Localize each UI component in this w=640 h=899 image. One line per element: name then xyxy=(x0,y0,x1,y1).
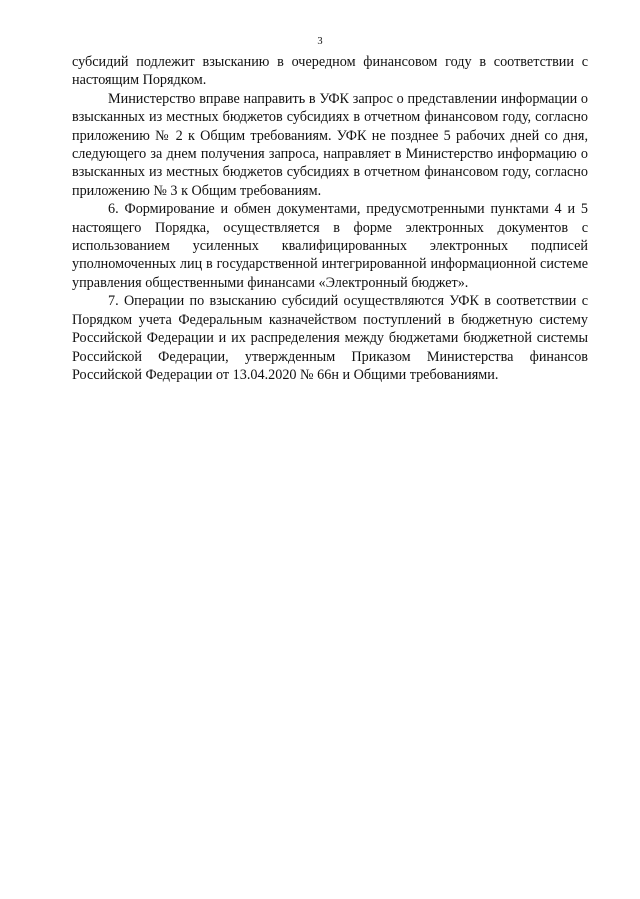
paragraph-item-7: 7. Операции по взысканию субсидий осуществляются УФК в соответствии с Порядком учета Федеральным казначейством поступлений в бюджетную систему Российской Федерации и их распределения между бюджетами бюджетной системы Российской Федерации, утвержденным Приказом Министерства финансов Российской Федерации от 13.04.2020 № 66н и Общими требованиями. xyxy=(72,293,588,383)
paragraph-continuation: субсидий подлежит взысканию в очередном финансовом году в соответствии с настоящим Порядком. xyxy=(72,54,588,89)
document-body xyxy=(72,53,588,384)
page-number: 3 xyxy=(317,36,323,47)
paragraph-item-6: 6. Формирование и обмен документами, предусмотренными пунктами 4 и 5 настоящего Порядка, осуществляется в форме электронных документов с использованием усиленных квалифицированных электронных подписей уполномоченных лиц в государственной интегрированной информационной системе управления общественными финансами «Электронный бюджет». xyxy=(72,201,588,291)
paragraph-ministry-request: Министерство вправе направить в УФК запрос о представлении информации о взысканных из местных бюджетов субсидиях в отчетном финансовом году, согласно приложению № 2 к Общим требованиям. УФК не позднее 5 рабочих дней со дня, следующего за днем получения запроса, направляет в Министерство информацию о взысканных из местных бюджетов субсидиях в отчетном финансовом году, согласно приложению № 3 к Общим требованиям. xyxy=(72,90,588,199)
